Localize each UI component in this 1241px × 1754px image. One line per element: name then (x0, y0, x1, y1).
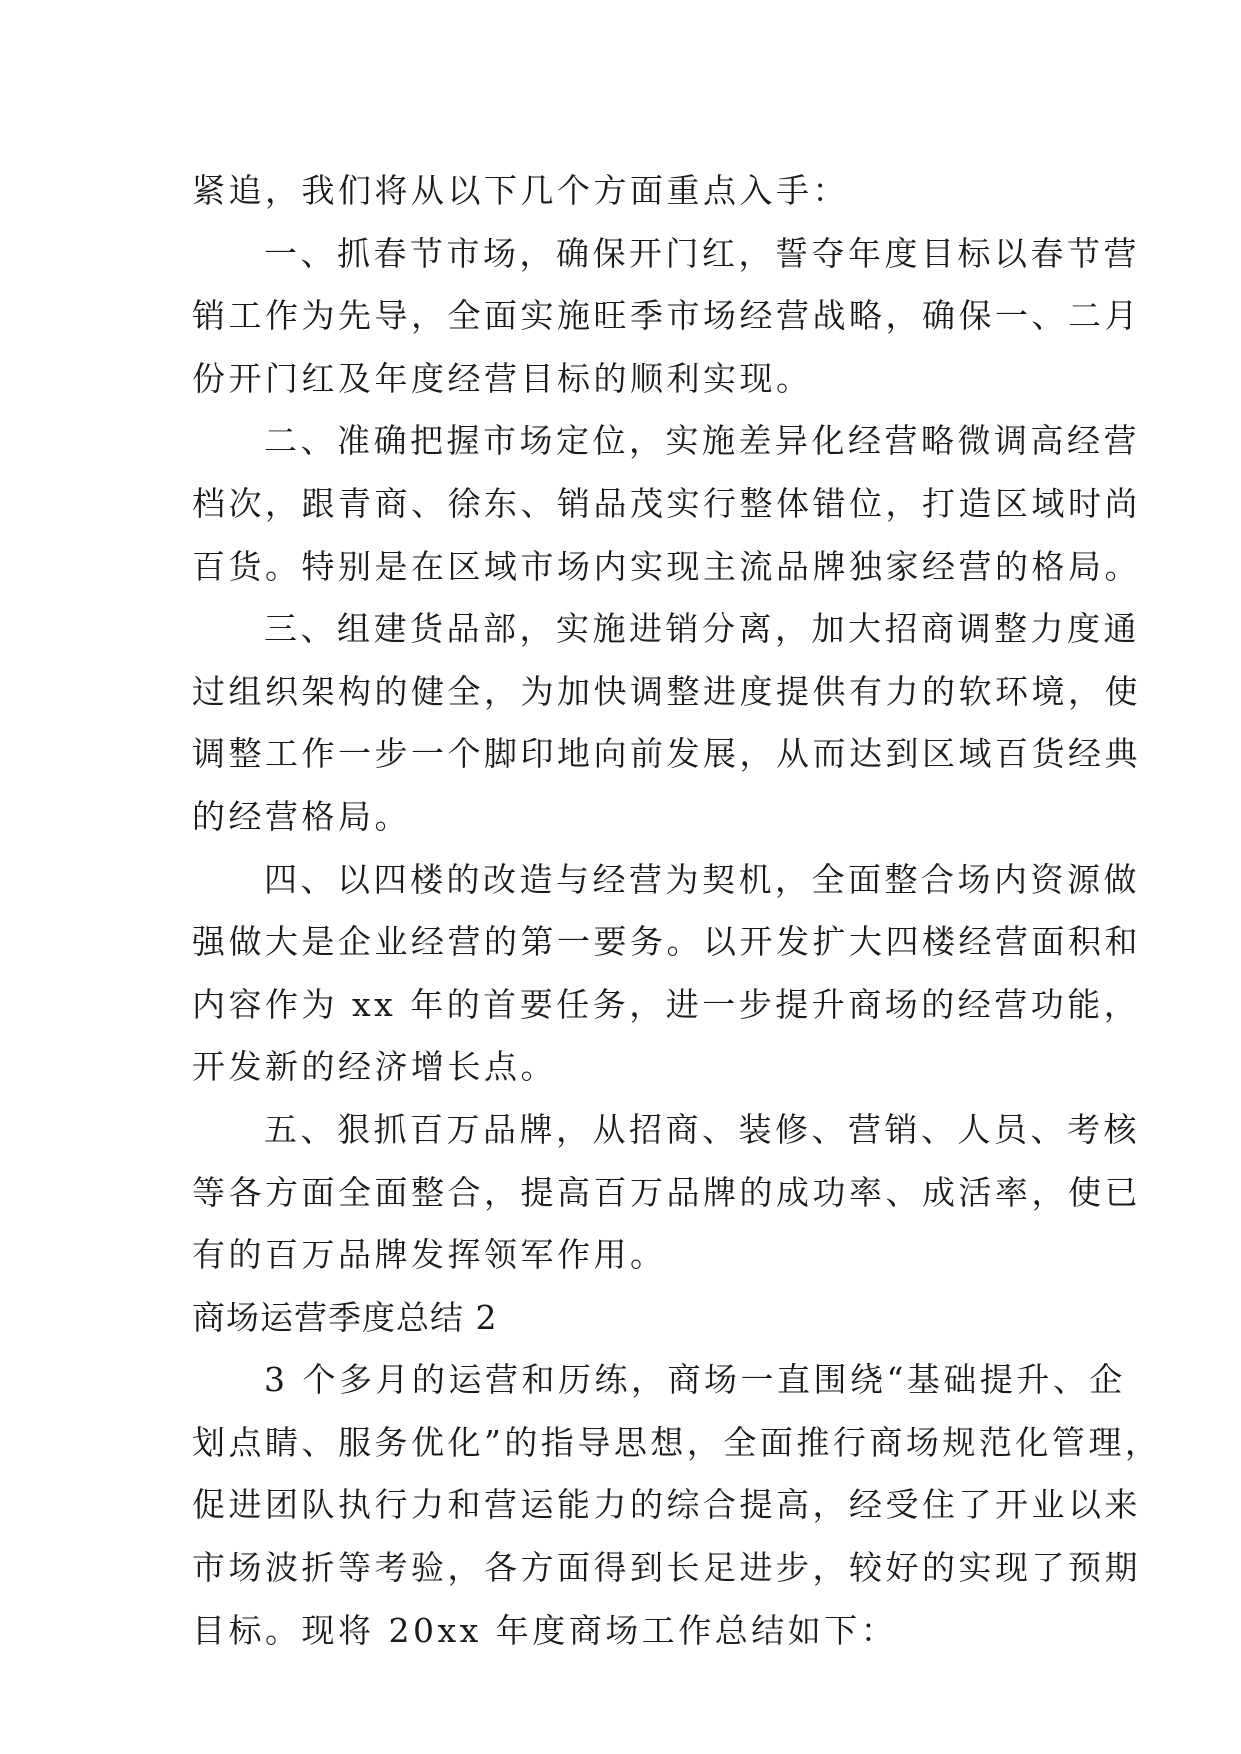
paragraph-line: 3 个多月的运营和历练，商场一直围绕“基础提升、企 (264, 1360, 1126, 1400)
text-line: 调整工作一步一个脚印地向前发展，从而达到区域百货经典 (192, 734, 1141, 774)
text-line: 划点睛、服务优化”的指导思想，全面推行商场规范化管理， (192, 1422, 1162, 1462)
paragraph-line: 二、准确把握市场定位，实施差异化经营略微调高经营 (264, 421, 1140, 461)
text-line: 开发新的经济增长点。 (192, 1047, 557, 1087)
text-line: 有的百万品牌发挥领军作用。 (192, 1235, 667, 1275)
text-line: 销工作为先导，全面实施旺季市场经营战略，确保一、二月 (192, 296, 1141, 336)
text-line: 目标。现将 20xx 年度商场工作总结如下： (192, 1610, 898, 1650)
paragraph-line: 五、狠抓百万品牌，从招商、装修、营销、人员、考核 (264, 1109, 1140, 1149)
paragraph-line: 四、以四楼的改造与经营为契机，全面整合场内资源做 (264, 859, 1140, 899)
text-line: 内容作为 xx 年的首要任务，进一步提升商场的经营功能， (192, 984, 1141, 1024)
text-line: 过组织架构的健全，为加快调整进度提供有力的软环境，使 (192, 671, 1141, 711)
text-line: 紧追，我们将从以下几个方面重点入手： (192, 171, 849, 210)
text-line: 档次，跟青商、徐东、销品茂实行整体错位，打造区域时尚 (192, 483, 1141, 523)
document-body (192, 160, 1162, 1662)
text-line: 的经营格局。 (192, 796, 411, 836)
text-line: 百货。特别是在区域市场内实现主流品牌独家经营的格局。 (192, 546, 1141, 586)
paragraph-line: 一、抓春节市场，确保开门红，誓夺年度目标以春节营 (264, 233, 1140, 273)
text-line: 份开门红及年度经营目标的顺利实现。 (192, 358, 813, 398)
text-line: 等各方面全面整合，提高百万品牌的成功率、成活率，使已 (192, 1172, 1141, 1212)
paragraph-line: 三、组建货品部，实施进销分离，加大招商调整力度通 (264, 609, 1140, 649)
text-line: 强做大是企业经营的第一要务。以开发扩大四楼经营面积和 (192, 922, 1141, 962)
section-heading: 商场运营季度总结 2 (192, 1297, 498, 1337)
text-line: 促进团队执行力和营运能力的综合提高，经受住了开业以来 (192, 1485, 1141, 1525)
text-line: 市场波折等考验，各方面得到长足进步，较好的实现了预期 (192, 1548, 1141, 1588)
